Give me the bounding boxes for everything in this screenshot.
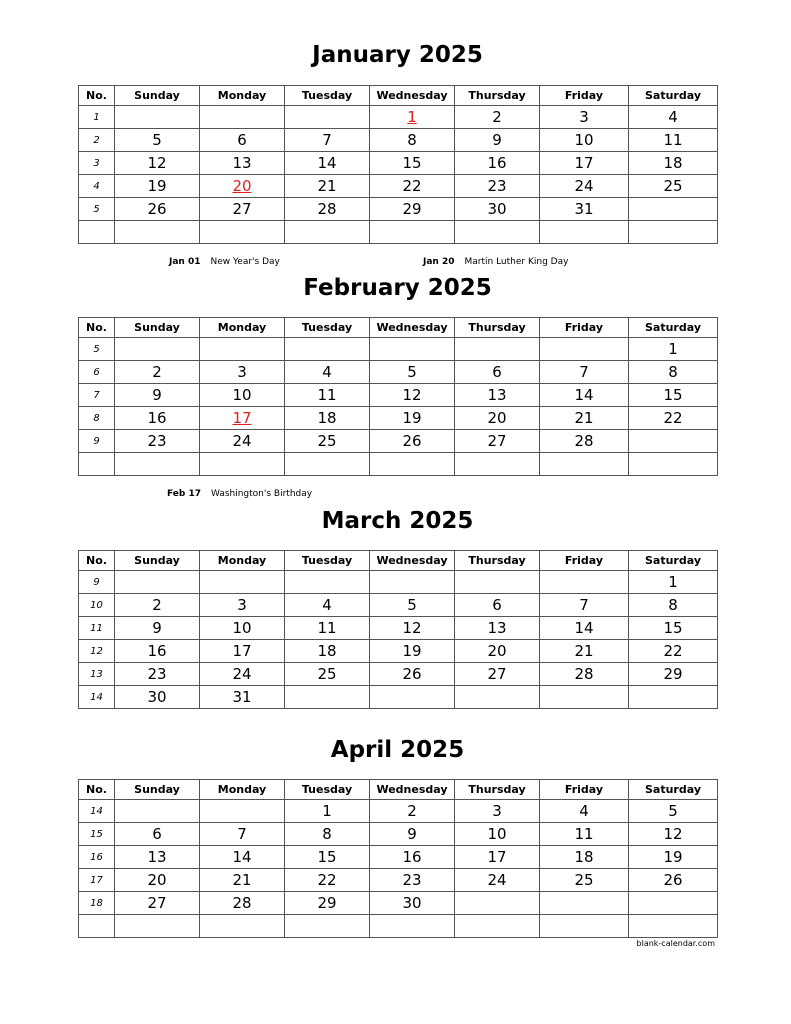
day-cell: 6 <box>455 361 540 384</box>
day-cell: 27 <box>455 663 540 686</box>
day-cell: 20 <box>455 407 540 430</box>
week-number <box>79 915 115 938</box>
day-cell <box>285 686 370 709</box>
day-cell: 2 <box>115 361 200 384</box>
day-cell <box>200 571 285 594</box>
day-cell: 12 <box>629 823 718 846</box>
week-number: 14 <box>79 800 115 823</box>
day-cell: 5 <box>629 800 718 823</box>
day-cell <box>115 221 200 244</box>
day-cell: 14 <box>540 384 629 407</box>
day-cell <box>200 221 285 244</box>
day-cell <box>200 106 285 129</box>
day-cell: 24 <box>200 430 285 453</box>
day-cell: 13 <box>455 384 540 407</box>
week-number: 12 <box>79 640 115 663</box>
day-cell: 21 <box>200 869 285 892</box>
holiday-name: New Year's Day <box>210 257 280 267</box>
week-number: 2 <box>79 129 115 152</box>
week-number: 10 <box>79 594 115 617</box>
day-cell: 16 <box>455 152 540 175</box>
column-header: Sunday <box>115 551 200 571</box>
week-row <box>79 129 718 152</box>
day-cell: 9 <box>370 823 455 846</box>
day-cell <box>629 453 718 476</box>
day-cell <box>285 338 370 361</box>
day-cell: 6 <box>200 129 285 152</box>
day-cell: 29 <box>285 892 370 915</box>
day-cell: 7 <box>540 594 629 617</box>
week-row <box>79 407 718 430</box>
day-cell <box>370 915 455 938</box>
day-cell <box>200 338 285 361</box>
header-row <box>79 318 718 338</box>
day-cell: 3 <box>200 361 285 384</box>
day-cell: 23 <box>115 430 200 453</box>
day-cell: 13 <box>455 617 540 640</box>
week-number: 17 <box>79 869 115 892</box>
column-header: Tuesday <box>285 318 370 338</box>
month-title-march: March 2025 <box>321 508 474 534</box>
week-number: 11 <box>79 617 115 640</box>
column-header: Tuesday <box>285 551 370 571</box>
week-row <box>79 686 718 709</box>
day-cell: 4 <box>540 800 629 823</box>
day-cell: 30 <box>455 198 540 221</box>
week-number: 16 <box>79 846 115 869</box>
column-header: Saturday <box>629 780 718 800</box>
week-row <box>79 594 718 617</box>
day-cell: 8 <box>629 594 718 617</box>
day-cell <box>115 106 200 129</box>
day-cell: 22 <box>629 640 718 663</box>
column-header: Friday <box>540 780 629 800</box>
day-cell: 12 <box>370 617 455 640</box>
day-cell: 17 <box>455 846 540 869</box>
day-cell: 24 <box>455 869 540 892</box>
column-header: Sunday <box>115 86 200 106</box>
day-cell: 3 <box>455 800 540 823</box>
day-cell: 26 <box>115 198 200 221</box>
week-row <box>79 221 718 244</box>
day-cell <box>370 221 455 244</box>
day-cell: 10 <box>200 617 285 640</box>
day-cell: 8 <box>285 823 370 846</box>
column-header: Monday <box>200 780 285 800</box>
day-cell <box>629 198 718 221</box>
week-row <box>79 198 718 221</box>
day-cell: 6 <box>455 594 540 617</box>
day-cell: 5 <box>370 594 455 617</box>
day-cell <box>540 686 629 709</box>
day-cell: 14 <box>540 617 629 640</box>
column-header: Tuesday <box>285 86 370 106</box>
column-header: Sunday <box>115 780 200 800</box>
day-cell <box>540 571 629 594</box>
day-cell <box>115 571 200 594</box>
column-header: Thursday <box>455 551 540 571</box>
day-cell: 21 <box>540 407 629 430</box>
week-row <box>79 663 718 686</box>
day-cell: 5 <box>370 361 455 384</box>
week-row <box>79 175 718 198</box>
week-row <box>79 800 718 823</box>
week-number: 4 <box>79 175 115 198</box>
day-cell <box>629 892 718 915</box>
day-cell: 18 <box>285 640 370 663</box>
week-row <box>79 846 718 869</box>
day-cell: 11 <box>285 384 370 407</box>
day-cell <box>629 221 718 244</box>
day-cell <box>285 571 370 594</box>
column-header: Saturday <box>629 318 718 338</box>
day-cell: 28 <box>540 430 629 453</box>
day-cell: 3 <box>540 106 629 129</box>
calendar-table-april <box>78 779 718 938</box>
day-cell <box>370 686 455 709</box>
week-number <box>79 221 115 244</box>
day-cell: 17 <box>200 640 285 663</box>
week-row <box>79 453 718 476</box>
holiday-day: 20 <box>232 177 252 195</box>
day-cell: 27 <box>200 198 285 221</box>
week-number: 5 <box>79 338 115 361</box>
header-row <box>79 780 718 800</box>
holiday-name: Washington's Birthday <box>211 489 313 499</box>
week-row <box>79 571 718 594</box>
day-cell: 14 <box>200 846 285 869</box>
day-cell: 9 <box>115 617 200 640</box>
week-number: 5 <box>79 198 115 221</box>
day-cell: 16 <box>115 407 200 430</box>
day-cell <box>200 175 285 198</box>
day-cell: 19 <box>629 846 718 869</box>
day-cell: 1 <box>629 571 718 594</box>
holiday-date: Feb 17 <box>167 489 201 499</box>
day-cell: 17 <box>540 152 629 175</box>
week-number: 18 <box>79 892 115 915</box>
day-cell: 24 <box>540 175 629 198</box>
day-cell: 19 <box>370 407 455 430</box>
day-cell <box>455 221 540 244</box>
column-header: Wednesday <box>370 551 455 571</box>
day-cell: 25 <box>629 175 718 198</box>
day-cell: 10 <box>455 823 540 846</box>
day-cell <box>115 453 200 476</box>
day-cell: 16 <box>115 640 200 663</box>
day-cell: 11 <box>540 823 629 846</box>
day-cell <box>455 571 540 594</box>
day-cell: 10 <box>200 384 285 407</box>
day-cell: 24 <box>200 663 285 686</box>
holiday-date: Jan 20 <box>423 257 455 267</box>
day-cell: 19 <box>370 640 455 663</box>
week-number: 1 <box>79 106 115 129</box>
day-cell: 16 <box>370 846 455 869</box>
week-number: 8 <box>79 407 115 430</box>
day-cell: 23 <box>115 663 200 686</box>
day-cell: 23 <box>455 175 540 198</box>
day-cell: 18 <box>285 407 370 430</box>
day-cell: 22 <box>370 175 455 198</box>
week-row <box>79 338 718 361</box>
column-header: Thursday <box>455 318 540 338</box>
day-cell <box>629 430 718 453</box>
column-header: Wednesday <box>370 780 455 800</box>
day-cell: 13 <box>115 846 200 869</box>
day-cell: 15 <box>370 152 455 175</box>
day-cell: 1 <box>285 800 370 823</box>
column-header: Friday <box>540 318 629 338</box>
day-cell: 1 <box>629 338 718 361</box>
header-row <box>79 551 718 571</box>
day-cell: 30 <box>370 892 455 915</box>
column-header: No. <box>79 86 115 106</box>
week-number: 15 <box>79 823 115 846</box>
day-cell: 4 <box>629 106 718 129</box>
day-cell: 25 <box>540 869 629 892</box>
week-row <box>79 892 718 915</box>
day-cell: 25 <box>285 430 370 453</box>
day-cell <box>285 915 370 938</box>
day-cell <box>200 453 285 476</box>
day-cell <box>285 221 370 244</box>
footer-credit: blank-calendar.com <box>636 939 715 948</box>
week-row <box>79 640 718 663</box>
day-cell <box>370 338 455 361</box>
week-row <box>79 617 718 640</box>
day-cell: 15 <box>629 384 718 407</box>
day-cell <box>285 106 370 129</box>
day-cell: 7 <box>200 823 285 846</box>
week-row <box>79 384 718 407</box>
column-header: Wednesday <box>370 318 455 338</box>
column-header: No. <box>79 318 115 338</box>
day-cell: 2 <box>455 106 540 129</box>
day-cell: 20 <box>115 869 200 892</box>
calendar-table-january <box>78 85 718 244</box>
holiday-note <box>423 257 568 267</box>
day-cell: 8 <box>629 361 718 384</box>
day-cell <box>540 892 629 915</box>
day-cell: 29 <box>370 198 455 221</box>
day-cell <box>455 915 540 938</box>
day-cell <box>115 338 200 361</box>
week-row <box>79 152 718 175</box>
day-cell: 26 <box>629 869 718 892</box>
day-cell: 22 <box>629 407 718 430</box>
week-number <box>79 453 115 476</box>
week-number: 13 <box>79 663 115 686</box>
day-cell: 29 <box>629 663 718 686</box>
holiday-date: Jan 01 <box>169 257 201 267</box>
day-cell: 28 <box>285 198 370 221</box>
column-header: Thursday <box>455 86 540 106</box>
day-cell: 6 <box>115 823 200 846</box>
day-cell <box>629 686 718 709</box>
day-cell: 13 <box>200 152 285 175</box>
day-cell <box>370 106 455 129</box>
day-cell: 21 <box>285 175 370 198</box>
day-cell: 4 <box>285 361 370 384</box>
column-header: Monday <box>200 318 285 338</box>
day-cell: 27 <box>115 892 200 915</box>
day-cell: 26 <box>370 430 455 453</box>
day-cell: 23 <box>370 869 455 892</box>
month-title-january: January 2025 <box>312 42 483 68</box>
day-cell <box>629 915 718 938</box>
column-header: Friday <box>540 86 629 106</box>
day-cell: 30 <box>115 686 200 709</box>
calendar-table-march <box>78 550 718 709</box>
day-cell: 28 <box>540 663 629 686</box>
day-cell: 28 <box>200 892 285 915</box>
day-cell <box>200 407 285 430</box>
day-cell <box>200 800 285 823</box>
holiday-note <box>169 257 280 267</box>
day-cell: 18 <box>629 152 718 175</box>
day-cell: 18 <box>540 846 629 869</box>
day-cell <box>455 686 540 709</box>
month-title-april: April 2025 <box>330 737 465 763</box>
day-cell: 3 <box>200 594 285 617</box>
column-header: Tuesday <box>285 780 370 800</box>
day-cell: 8 <box>370 129 455 152</box>
day-cell: 12 <box>370 384 455 407</box>
day-cell: 4 <box>285 594 370 617</box>
holiday-note <box>167 489 312 499</box>
day-cell: 25 <box>285 663 370 686</box>
column-header: Thursday <box>455 780 540 800</box>
calendar-table-february <box>78 317 718 476</box>
week-row <box>79 106 718 129</box>
day-cell <box>540 915 629 938</box>
day-cell: 9 <box>115 384 200 407</box>
week-number: 9 <box>79 430 115 453</box>
week-row <box>79 361 718 384</box>
holiday-day: 17 <box>232 409 252 427</box>
day-cell: 2 <box>115 594 200 617</box>
day-cell: 12 <box>115 152 200 175</box>
day-cell <box>115 915 200 938</box>
day-cell: 31 <box>540 198 629 221</box>
week-row <box>79 915 718 938</box>
day-cell: 21 <box>540 640 629 663</box>
day-cell <box>455 453 540 476</box>
column-header: Saturday <box>629 86 718 106</box>
day-cell <box>540 453 629 476</box>
day-cell: 2 <box>370 800 455 823</box>
month-title-february: February 2025 <box>303 275 492 301</box>
week-number: 6 <box>79 361 115 384</box>
day-cell <box>455 338 540 361</box>
day-cell <box>540 338 629 361</box>
week-row <box>79 430 718 453</box>
day-cell <box>540 221 629 244</box>
day-cell <box>455 892 540 915</box>
day-cell: 10 <box>540 129 629 152</box>
day-cell: 7 <box>540 361 629 384</box>
column-header: Monday <box>200 86 285 106</box>
day-cell: 7 <box>285 129 370 152</box>
day-cell: 15 <box>285 846 370 869</box>
day-cell: 5 <box>115 129 200 152</box>
week-row <box>79 869 718 892</box>
holiday-name: Martin Luther King Day <box>464 257 569 267</box>
day-cell: 15 <box>629 617 718 640</box>
day-cell <box>115 800 200 823</box>
day-cell: 11 <box>285 617 370 640</box>
column-header: Friday <box>540 551 629 571</box>
column-header: Saturday <box>629 551 718 571</box>
day-cell: 27 <box>455 430 540 453</box>
column-header: No. <box>79 780 115 800</box>
week-number: 7 <box>79 384 115 407</box>
day-cell: 26 <box>370 663 455 686</box>
week-number: 3 <box>79 152 115 175</box>
day-cell: 19 <box>115 175 200 198</box>
day-cell: 11 <box>629 129 718 152</box>
week-number: 9 <box>79 571 115 594</box>
column-header: Monday <box>200 551 285 571</box>
day-cell: 20 <box>455 640 540 663</box>
column-header: Sunday <box>115 318 200 338</box>
day-cell: 9 <box>455 129 540 152</box>
holiday-day: 1 <box>407 108 417 126</box>
week-row <box>79 823 718 846</box>
day-cell: 14 <box>285 152 370 175</box>
day-cell <box>370 453 455 476</box>
column-header: No. <box>79 551 115 571</box>
column-header: Wednesday <box>370 86 455 106</box>
header-row <box>79 86 718 106</box>
day-cell <box>285 453 370 476</box>
day-cell: 31 <box>200 686 285 709</box>
day-cell <box>370 571 455 594</box>
day-cell <box>200 915 285 938</box>
day-cell: 22 <box>285 869 370 892</box>
week-number: 14 <box>79 686 115 709</box>
